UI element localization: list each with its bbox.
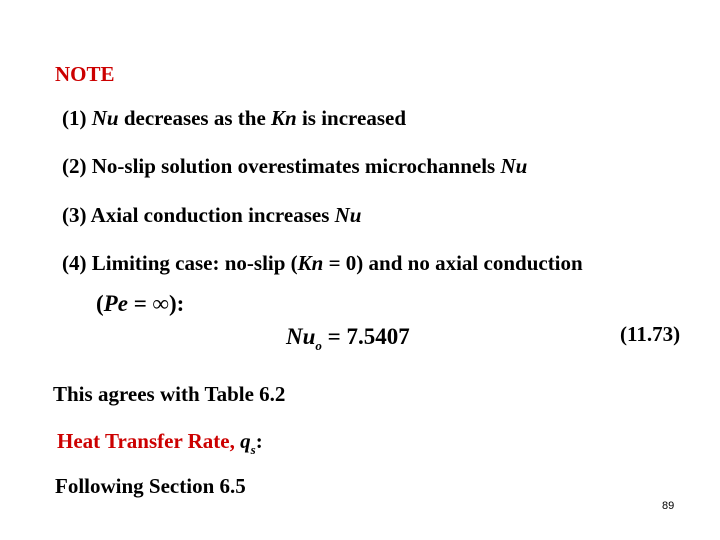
note-heading: NOTE [55, 62, 115, 86]
nusselt-equation: $Nu_o = 7.5407$ [286, 324, 410, 353]
variable-q: q [240, 429, 251, 453]
item-text: is increased [296, 106, 406, 130]
item-number: (1) [62, 106, 92, 130]
subscript-o: o [315, 338, 322, 353]
variable-kn: Kn [271, 106, 297, 130]
equation-value: 7.5407 [346, 324, 410, 349]
note-item-3 [62, 203, 361, 227]
item-text: (4) Limiting case: no-slip ( [62, 251, 298, 275]
variable-nu: Nu [334, 203, 362, 227]
item-text: (2) No-slip solution overestimates microchannels [62, 154, 501, 178]
variable-nu: Nu [500, 154, 528, 178]
heat-transfer-rate-heading: Heat Transfer Rate, $q_s$: [57, 429, 263, 457]
heat-rate-label: Heat Transfer Rate, [57, 429, 241, 453]
note-item-1 [62, 106, 406, 130]
item-text: = 0) and no axial conduction [323, 251, 583, 275]
page-number: 89 [662, 500, 675, 512]
agree-text: This agrees with Table 6.2 [53, 382, 286, 406]
item-text: (3) Axial conduction increases [62, 203, 335, 227]
subscript-s: s [250, 442, 256, 457]
pe-condition: (Pe = ∞): [96, 291, 185, 316]
variable-nu: Nu [286, 324, 316, 349]
infinity-symbol: ∞ [152, 291, 169, 316]
note-item-4 [62, 251, 583, 275]
equation-number: (11.73) [620, 322, 681, 346]
following-section-text: Following Section 6.5 [55, 474, 246, 498]
item-text: decreases as the [118, 106, 272, 130]
variable-nu: Nu [91, 106, 119, 130]
variable-kn: Kn [297, 251, 324, 275]
variable-pe: Pe [103, 291, 128, 316]
note-item-2 [62, 154, 527, 178]
